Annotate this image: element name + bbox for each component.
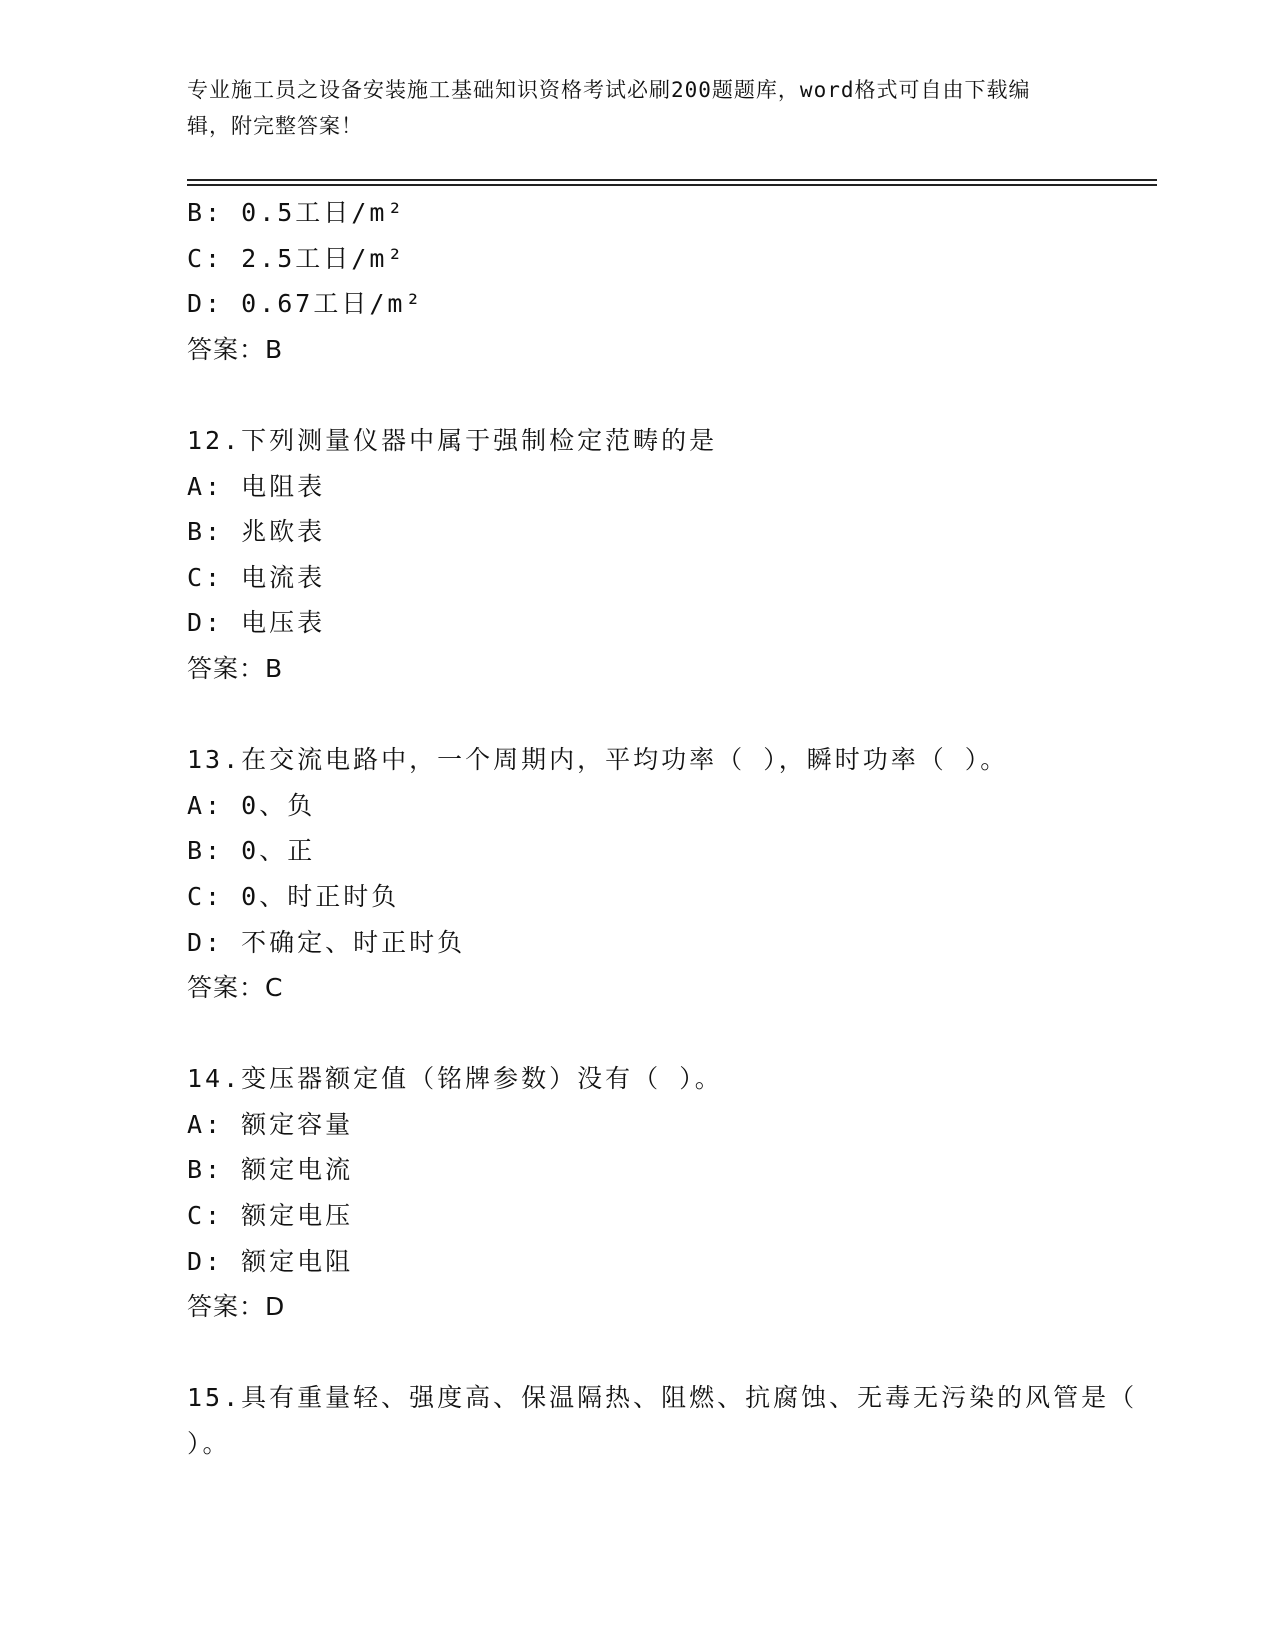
- answer-line: 答案：D: [187, 1292, 286, 1322]
- option-b: B: 0.5工日/m²: [187, 198, 406, 227]
- answer-line: 答案：B: [187, 334, 284, 364]
- option-d: D: 额定电阻: [187, 1246, 354, 1276]
- option-d: D: 0.67工日/m²: [187, 289, 424, 319]
- question-stem: 15.具有重量轻、强度高、保温隔热、阻燃、抗腐蚀、无毒无污染的风管是（ ）。: [187, 1383, 1138, 1459]
- answer-line: 答案：B: [187, 653, 284, 683]
- option-c: C: 2.5工日/m²: [187, 243, 406, 273]
- header-rule-bottom: [187, 184, 1157, 186]
- option-b: B: 额定电流: [187, 1155, 354, 1185]
- document-header: 专业施工员之设备安装施工基础知识资格考试必刷200题题库，word格式可自由下载编辑，附完整答案！: [187, 78, 1031, 138]
- option-a: A: 额定容量: [187, 1109, 354, 1139]
- option-d: D: 电压表: [187, 608, 326, 638]
- option-d: D: 不确定、时正时负: [187, 927, 466, 957]
- option-b: B: 0、正: [187, 836, 316, 866]
- question-stem: 14.变压器额定值（铭牌参数）没有（ ）。: [187, 1064, 723, 1094]
- question-stem: 13.在交流电路中，一个周期内，平均功率（ ），瞬时功率（ ）。: [187, 745, 1009, 775]
- option-c: C: 额定电压: [187, 1201, 354, 1231]
- header-rule-top: [187, 179, 1157, 181]
- question-12: [187, 418, 1147, 692]
- question-13: [187, 737, 1147, 1011]
- option-a: A: 电阻表: [187, 471, 326, 501]
- option-c: C: 0、时正时负: [187, 881, 400, 911]
- continued-question: [187, 190, 1147, 372]
- question-stem: 12.下列测量仪器中属于强制检定范畴的是: [187, 425, 718, 455]
- question-14: [187, 1056, 1147, 1330]
- option-b: B: 兆欧表: [187, 517, 326, 547]
- answer-line: 答案：C: [187, 973, 284, 1003]
- question-15: [187, 1375, 1147, 1466]
- option-c: C: 电流表: [187, 562, 326, 592]
- option-a: A: 0、负: [187, 790, 316, 820]
- question-list: [187, 190, 1147, 1467]
